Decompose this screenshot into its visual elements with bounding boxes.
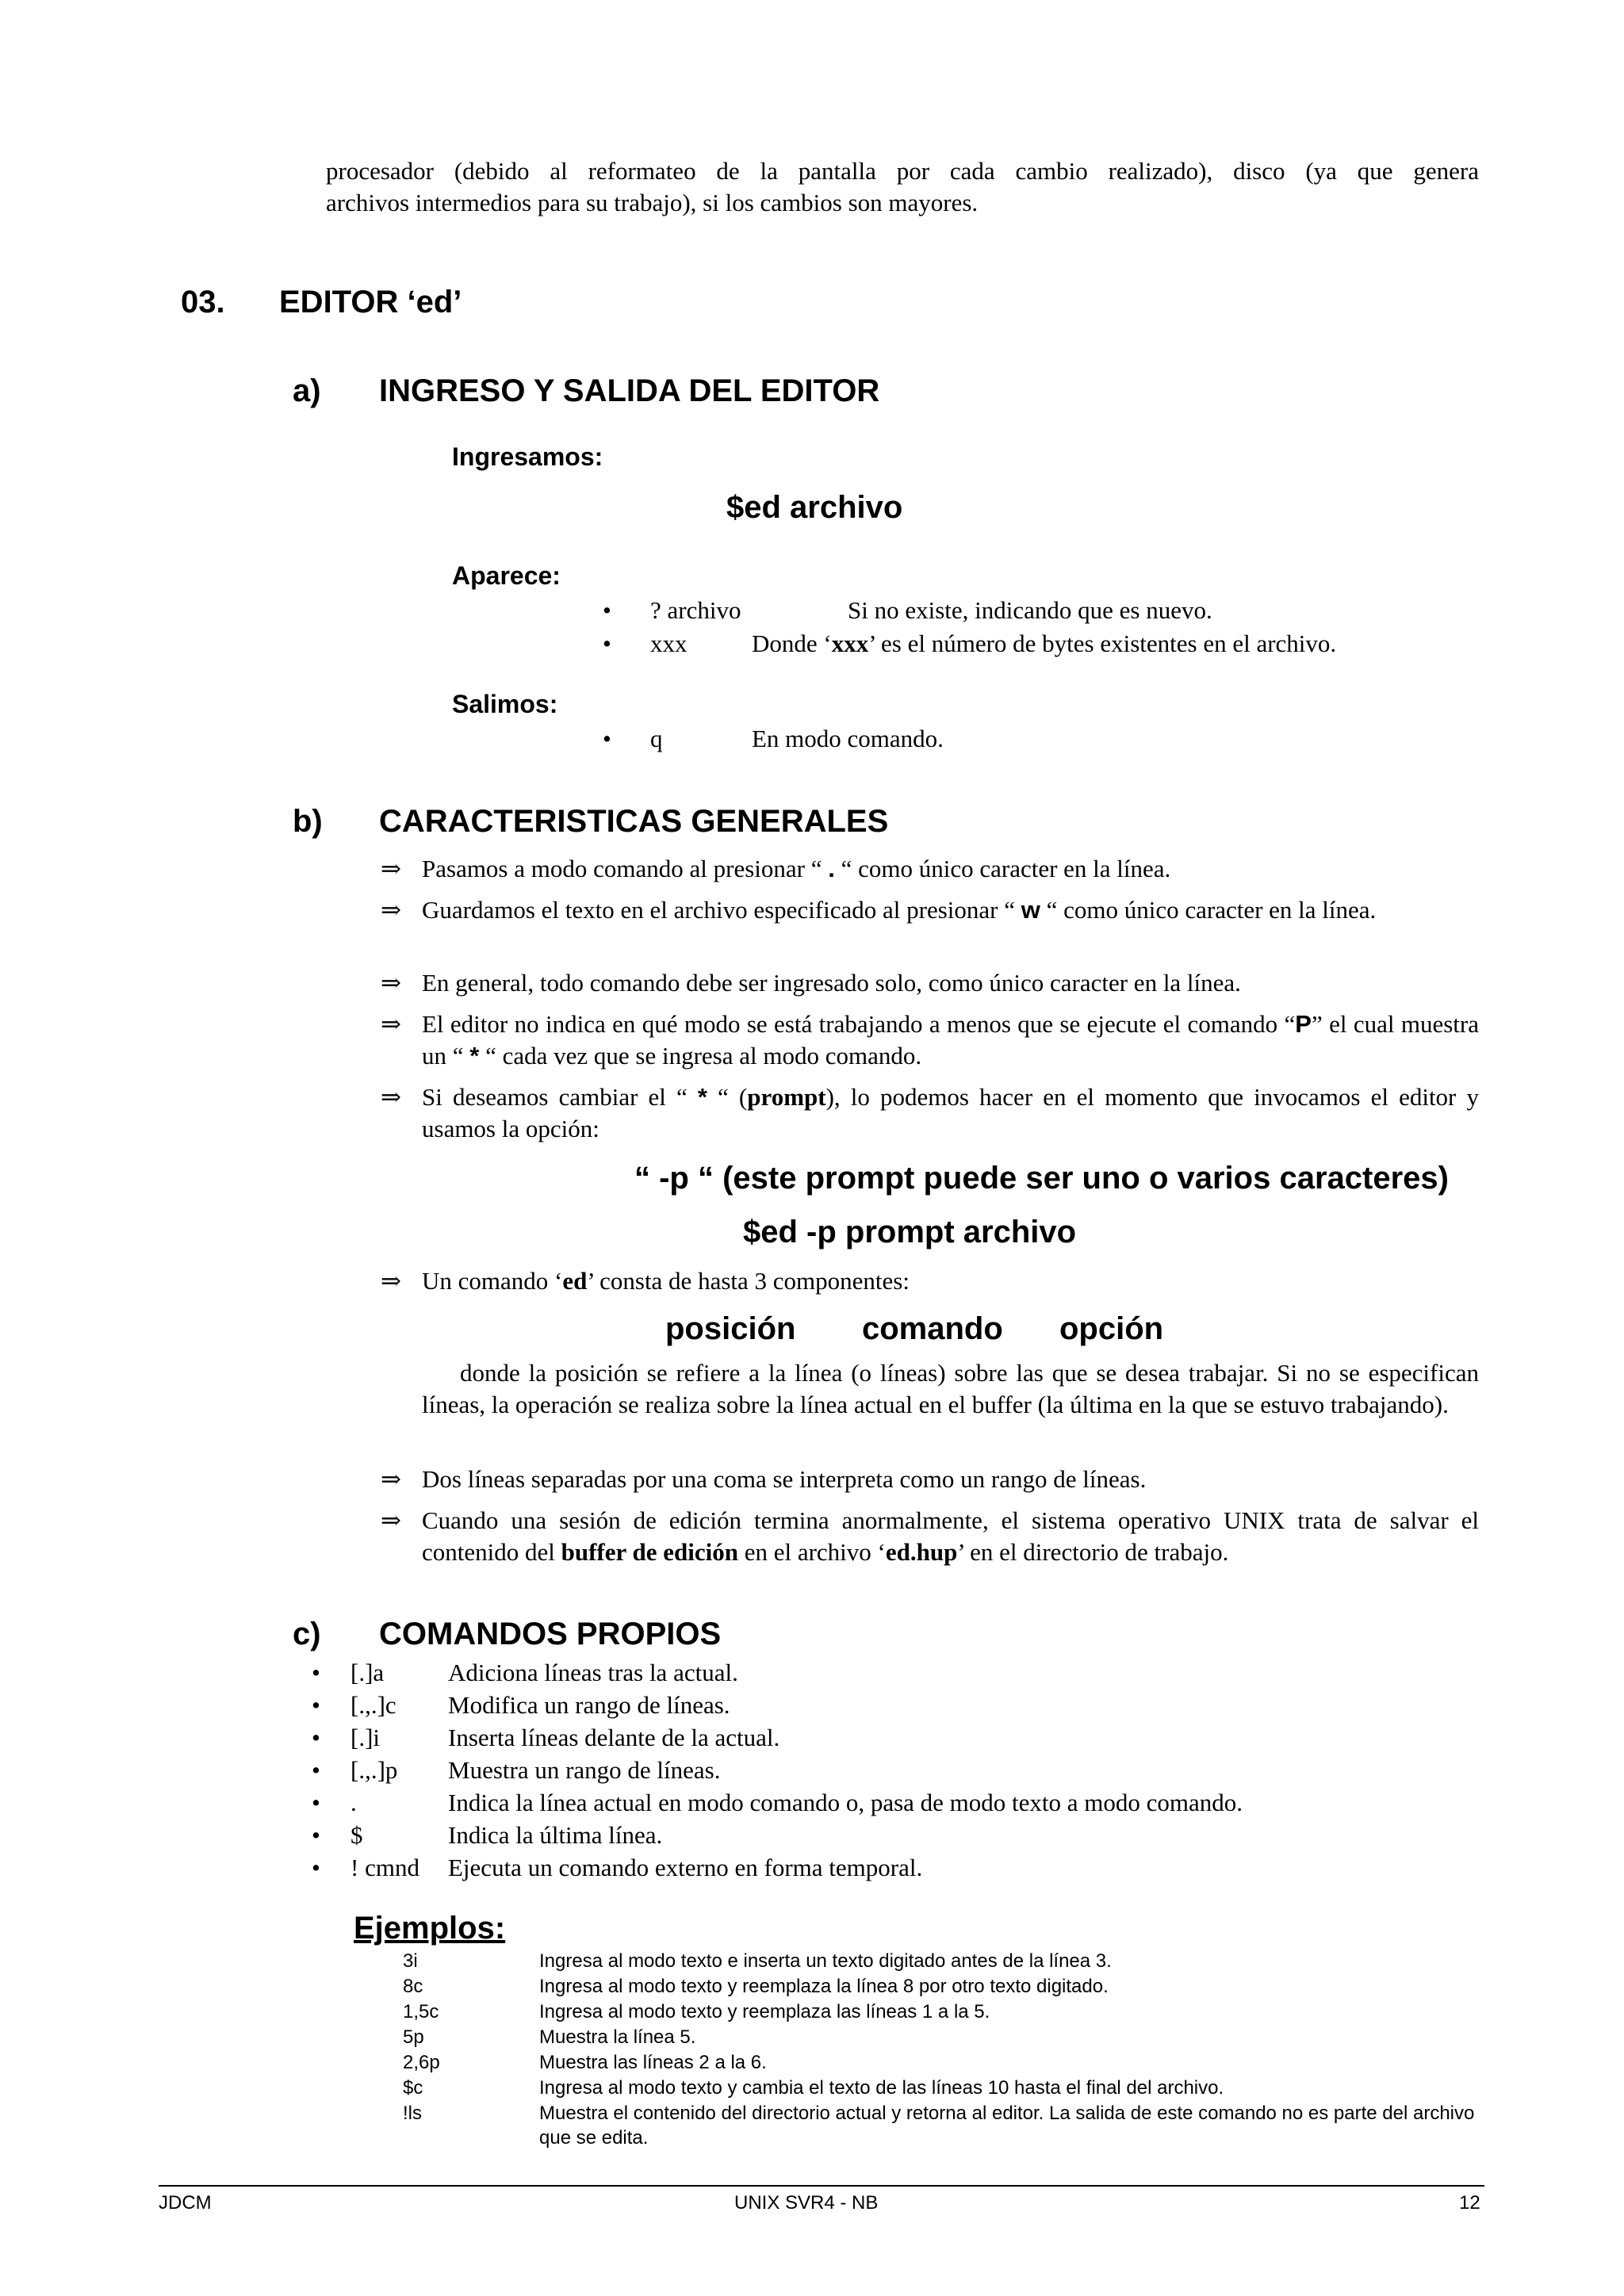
- subsection-b-title: CARACTERISTICAS GENERALES: [379, 804, 889, 839]
- bullet: •: [312, 1659, 320, 1686]
- example-desc: Muestra las líneas 2 a la 6.: [539, 2052, 767, 2073]
- command-code: $: [350, 1821, 363, 1849]
- intro-line-1: procesador (debido al reformateo de la pantalla por cada cambio realizado), disco (ya que genera: [326, 157, 1479, 185]
- aparece-code-2: xxx: [650, 629, 688, 657]
- component-comando: comando: [862, 1311, 1003, 1346]
- bullet: •: [603, 596, 611, 624]
- characteristic-3: En general, todo comando debe ser ingresado solo, como único caracter en la línea.: [422, 969, 1241, 997]
- salimos-desc: En modo comando.: [752, 725, 944, 752]
- bullet: •: [312, 1789, 320, 1816]
- footer-author: JDCM: [159, 2192, 212, 2214]
- characteristic-4: El editor no indica en qué modo se está trabajando a menos que se ejecute el comando “P” el cual muestra un “ * “ cada vez que se ingresa al modo comando.: [422, 1010, 1479, 1070]
- arrow-icon: ⇒: [381, 896, 401, 924]
- bullet: •: [312, 1854, 320, 1881]
- salimos-label: Salimos:: [452, 690, 558, 718]
- bullet: •: [312, 1691, 320, 1719]
- example-desc: Muestra el contenido del directorio actual y retorna al editor. La salida de este comando no es parte del archivo que se edita.: [539, 2103, 1475, 2149]
- command-desc: Ejecuta un comando externo en forma temporal.: [448, 1854, 923, 1881]
- command-desc: Indica la línea actual en modo comando o, pasa de modo texto a modo comando.: [448, 1789, 1243, 1816]
- prompt-option-command: $ed -p prompt archivo: [743, 1215, 1077, 1249]
- page-number: 12: [1459, 2192, 1480, 2214]
- intro-paragraph: [326, 155, 1479, 219]
- subsection-c-letter: c): [293, 1617, 321, 1651]
- bullet: •: [603, 725, 611, 752]
- example-cmd: 8c: [403, 1976, 423, 1997]
- donde-paragraph: donde la posición se refiere a la línea (o líneas) sobre las que se desea trabajar. Si no se especifican líneas, la operación se realiza sobre la línea actual en el buffer (la última en la que se estuvo trabajando).: [422, 1359, 1479, 1418]
- command-code: .: [350, 1789, 357, 1816]
- bullet: •: [312, 1756, 320, 1784]
- characteristic-7: Dos líneas separadas por una coma se interpreta como un rango de líneas.: [422, 1465, 1147, 1493]
- examples-title: Ejemplos:: [354, 1911, 506, 1946]
- subsection-b-letter: b): [293, 804, 323, 839]
- characteristic-1: Pasamos a modo comando al presionar “ . “ como único caracter en la línea.: [422, 855, 1171, 882]
- component-posicion: posición: [665, 1311, 796, 1346]
- footer-title: UNIX SVR4 - NB: [734, 2192, 879, 2214]
- example-cmd: 5p: [403, 2026, 424, 2048]
- characteristic-2: Guardamos el texto en el archivo especificado al presionar “ w “ como único caracter en la línea.: [422, 896, 1377, 924]
- example-cmd: 3i: [403, 1950, 418, 1972]
- example-desc: Muestra la línea 5.: [539, 2026, 696, 2048]
- example-cmd: $c: [403, 2077, 423, 2099]
- aparece-code-1: ? archivo: [650, 596, 741, 624]
- command-desc: Adiciona líneas tras la actual.: [448, 1659, 738, 1686]
- command-desc: Muestra un rango de líneas.: [448, 1756, 721, 1784]
- example-cmd: 2,6p: [403, 2052, 440, 2073]
- ed-command: $ed archivo: [726, 490, 903, 525]
- subsection-a-letter: a): [293, 373, 321, 408]
- command-code: [.]i: [350, 1724, 381, 1751]
- intro-line-2: archivos intermedios para su trabajo), si los cambios son mayores.: [326, 189, 979, 216]
- command-code: [.,.]p: [350, 1756, 398, 1784]
- example-desc: Ingresa al modo texto e inserta un texto digitado antes de la línea 3.: [539, 1950, 1112, 1972]
- bullet: •: [312, 1724, 320, 1751]
- arrow-icon: ⇒: [381, 855, 401, 882]
- example-desc: Ingresa al modo texto y reemplaza la línea 8 por otro texto digitado.: [539, 1976, 1109, 1997]
- aparece-label: Aparece:: [452, 561, 561, 590]
- aparece-desc-1: Si no existe, indicando que es nuevo.: [848, 596, 1212, 624]
- arrow-icon: ⇒: [381, 969, 401, 997]
- salimos-code: q: [650, 725, 663, 752]
- example-cmd: 1,5c: [403, 2001, 439, 2022]
- example-desc: Ingresa al modo texto y cambia el texto de las líneas 10 hasta el final del archivo.: [539, 2077, 1224, 2099]
- command-code: [.]a: [350, 1659, 385, 1686]
- ingresamos-label: Ingresamos:: [452, 442, 603, 471]
- subsection-c-title: COMANDOS PROPIOS: [379, 1617, 722, 1651]
- example-cmd: !ls: [403, 2103, 422, 2124]
- command-code: ! cmnd: [350, 1854, 419, 1881]
- command-desc: Modifica un rango de líneas.: [448, 1691, 730, 1719]
- component-opcion: opción: [1059, 1311, 1164, 1346]
- command-desc: Indica la última línea.: [448, 1821, 663, 1849]
- aparece-desc-2: Donde ‘xxx’ es el número de bytes existentes en el archivo.: [752, 629, 1337, 657]
- arrow-icon: ⇒: [381, 1267, 401, 1295]
- arrow-icon: ⇒: [381, 1010, 401, 1038]
- bullet: •: [603, 629, 611, 657]
- prompt-option-line: “ -p “ (este prompt puede ser uno o varios caracteres): [634, 1161, 1449, 1196]
- subsection-a-title: INGRESO Y SALIDA DEL EDITOR: [379, 373, 880, 408]
- characteristic-6: Un comando ‘ed’ consta de hasta 3 componentes:: [422, 1267, 910, 1295]
- section-number: 03.: [181, 285, 225, 320]
- arrow-icon: ⇒: [381, 1083, 401, 1111]
- arrow-icon: ⇒: [381, 1506, 401, 1534]
- example-desc: Ingresa al modo texto y reemplaza las líneas 1 a la 5.: [539, 2001, 990, 2022]
- section-title: EDITOR ‘ed’: [279, 285, 462, 320]
- footer-rule: [159, 2185, 1484, 2187]
- command-desc: Inserta líneas delante de la actual.: [448, 1724, 780, 1751]
- characteristic-5: Si deseamos cambiar el “ * “ (prompt), lo podemos hacer en el momento que invocamos el editor y usamos la opción:: [422, 1083, 1479, 1142]
- arrow-icon: ⇒: [381, 1465, 401, 1493]
- characteristic-8: Cuando una sesión de edición termina anormalmente, el sistema operativo UNIX trata de salvar el contenido del buffer de edición en el archivo ‘ed.hup’ en el directorio de trabajo.: [422, 1506, 1479, 1566]
- command-code: [.,.]c: [350, 1691, 396, 1719]
- bullet: •: [312, 1821, 320, 1849]
